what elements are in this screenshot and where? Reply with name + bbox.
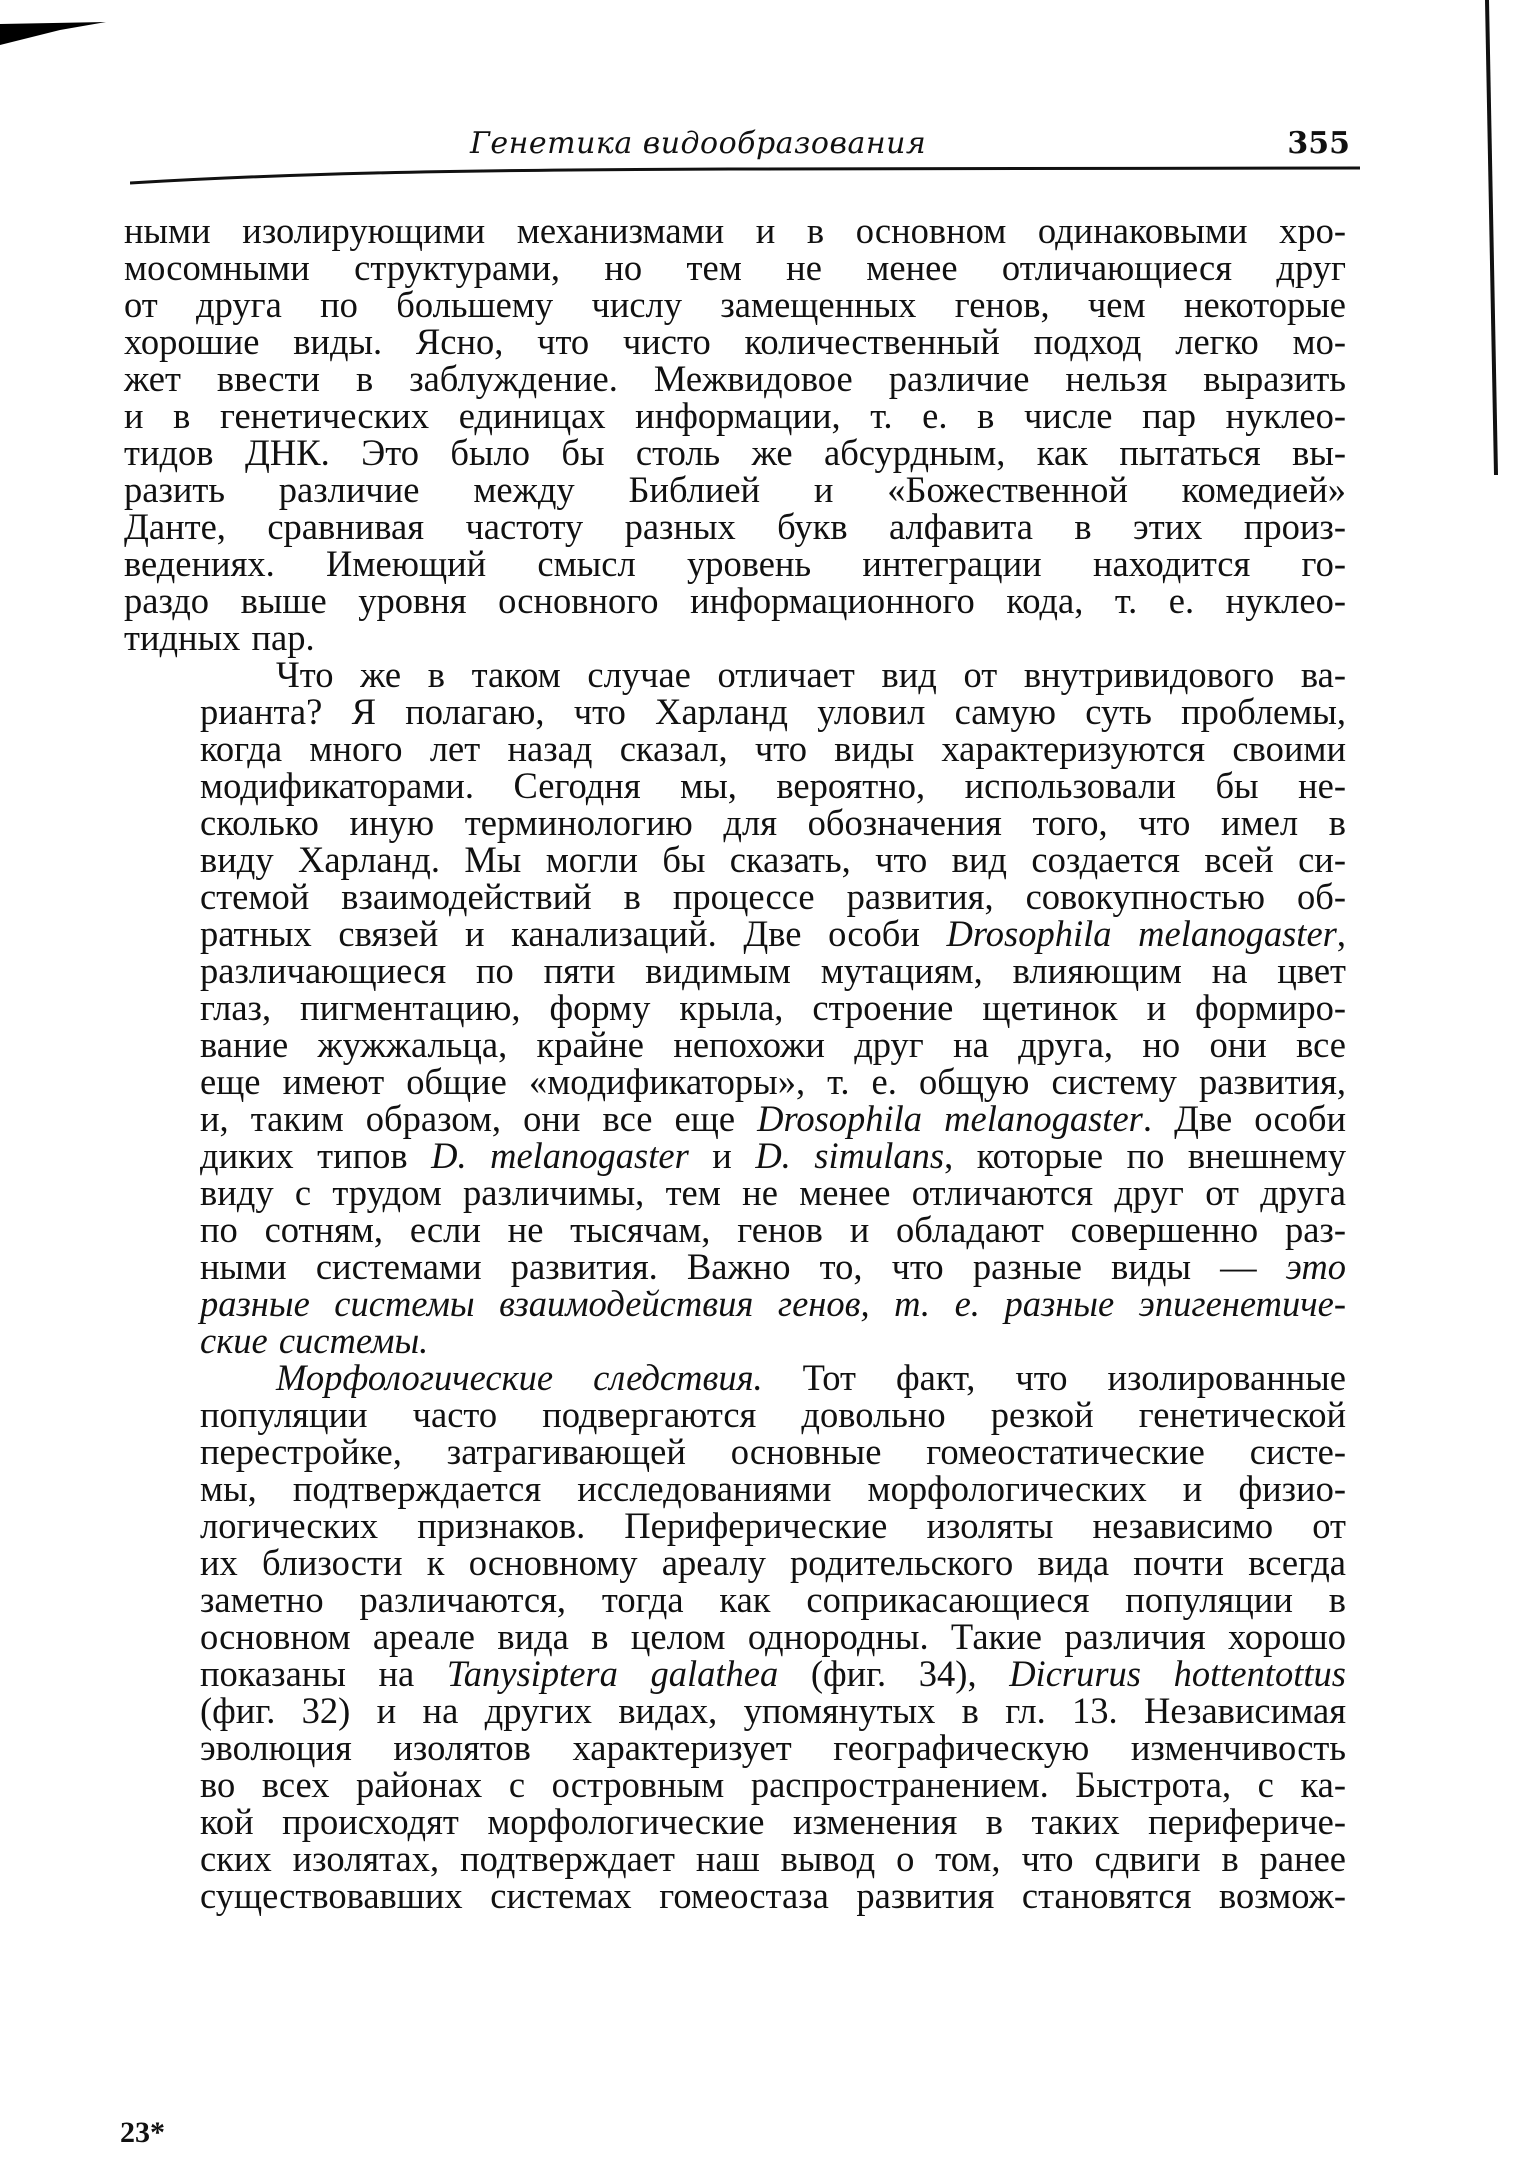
text-line [124,619,1346,656]
text-line [124,878,1346,915]
paragraph [124,1359,1346,1914]
italic-run: ские системы. [200,1320,429,1361]
text-line [124,212,1346,249]
italic-run: D. melanogaster [431,1135,689,1176]
page-number: 355 [1287,126,1350,161]
text-run: мы, подтверждается исследованиями морфологических и физио- [200,1468,1346,1509]
text-run: (фиг. 32) и на других видах, упомянутых в гл. 13. Независимая [200,1690,1346,1731]
text-line [124,1433,1346,1470]
text-line [124,1507,1346,1544]
text-run: сколько иную терминологию для обозначения того, что имел в [200,802,1346,843]
text-line [124,767,1346,804]
text-line [124,434,1346,471]
text-run: когда много лет назад сказал, что виды характеризуются своими [200,728,1346,769]
text-run: от друга по большему числу замещенных генов, чем некоторые [124,284,1346,325]
text-line [124,1285,1346,1322]
text-line [124,952,1346,989]
text-line [124,286,1346,323]
text-run: , [1336,913,1346,954]
text-run: существовавших системах гомеостаза развития становятся возмож- [200,1875,1346,1916]
italic-run: Морфологические следствия. [276,1357,763,1398]
text-run: ными системами развития. Важно то, что разные виды — [200,1246,1286,1287]
header-rule [130,166,1360,196]
signature-mark: 23* [120,2116,165,2149]
text-line [124,693,1346,730]
text-run: перестройке, затрагивающей основные гомеостатические систе- [200,1431,1346,1472]
text-run: их близости к основному ареалу родительского вида почти всегда [200,1542,1346,1583]
text-run: тидных пар. [124,617,315,658]
text-run: логических признаков. Периферические изоляты независимо от [200,1505,1346,1546]
text-run: хорошие виды. Ясно, что чисто количественный подход легко мо- [124,321,1346,362]
text-run: Что же в таком случае отличает вид от внутривидового ва- [276,654,1346,695]
text-run: модификаторами. Сегодня мы, вероятно, использовали бы не- [200,765,1346,806]
text-run: ными изолирующими механизмами и в основном одинаковыми хро- [124,210,1346,251]
text-run: и [688,1135,756,1176]
text-run: Тот факт, что изолированные [762,1357,1347,1398]
text-line [124,989,1346,1026]
text-run: эволюция изолятов характеризует географическую изменчивость [200,1727,1346,1768]
text-line [124,1026,1346,1063]
text-line [124,249,1346,286]
text-line [124,1137,1346,1174]
text-run: диких типов [200,1135,432,1176]
text-run: заметно различаются, тогда как соприкасающиеся популяции в [200,1579,1346,1620]
text-line [124,360,1346,397]
text-line [124,508,1346,545]
text-run: основном ареале вида в целом однородны. Такие различия хорошо [200,1616,1346,1657]
text-run: во всех районах с островным распространением. Быстрота, с ка- [200,1764,1346,1805]
text-line [124,1396,1346,1433]
text-run: виду Харланд. Мы могли бы сказать, что вид создается всей си- [200,839,1346,880]
text-line [124,1655,1346,1692]
text-run: мосомными структурами, но тем не менее отличающиеся друг [124,247,1346,288]
text-run: и, таким образом, они все еще [200,1098,758,1139]
text-run: . Две особи [1142,1098,1346,1139]
text-run: популяции часто подвергаются довольно резкой генетической [200,1394,1346,1435]
paragraph [124,656,1346,1359]
running-title: Генетика видообразования [470,126,927,161]
text-run: разить различие между Библией и «Божественной комедией» [124,469,1346,510]
text-line [124,1729,1346,1766]
text-line [124,1100,1346,1137]
text-run: рианта? Я полагаю, что Харланд уловил самую суть проблемы, [200,691,1346,732]
italic-run: D. simulans [755,1135,945,1176]
text-run: и в генетических единицах информации, т. е. в числе пар нуклео- [124,395,1346,436]
text-line [124,1063,1346,1100]
text-line [124,1692,1346,1729]
text-line [124,1618,1346,1655]
text-run: ских изолятах, подтверждает наш вывод о том, что сдвиги в ранее [200,1838,1346,1879]
text-run: показаны на [200,1653,447,1694]
italic-run: это [1285,1246,1346,1287]
page-edge-line [1484,0,1500,480]
text-run: тидов ДНК. Это было бы столь же абсурдным, как пытаться вы- [124,432,1346,473]
text-line [124,1359,1346,1396]
text-line [124,915,1346,952]
text-run: по сотням, если не тысячам, генов и обладают совершенно раз- [200,1209,1346,1250]
text-run: раздо выше уровня основного информационного кода, т. е. нуклео- [124,580,1346,621]
italic-run: разные системы взаимодействия генов, т. е. разные эпигенетиче- [200,1283,1346,1324]
text-line [124,1581,1346,1618]
text-line [124,1544,1346,1581]
text-line [124,1211,1346,1248]
text-line [124,1840,1346,1877]
text-line [124,323,1346,360]
italic-run: Drosophila melanogaster [946,913,1337,954]
text-run: вание жужжальца, крайне непохожи друг на друга, но они все [200,1024,1346,1065]
running-head [180,126,1350,166]
text-line [124,1470,1346,1507]
text-line [124,841,1346,878]
text-line [124,397,1346,434]
text-line [124,1248,1346,1285]
text-run: Данте, сравнивая частоту разных букв алфавита в этих произ- [124,506,1346,547]
text-line [124,730,1346,767]
text-line [124,471,1346,508]
text-line [124,582,1346,619]
scan-edge-shadow [0,0,110,48]
text-line [124,545,1346,582]
paragraph [124,212,1346,656]
text-line [124,1322,1346,1359]
text-run: кой происходят морфологические изменения в таких перифериче- [200,1801,1346,1842]
text-line [124,1174,1346,1211]
text-run: (фиг. 34), [778,1653,1010,1694]
body-text [124,212,1346,1914]
italic-run: Drosophila melanogaster [757,1098,1143,1139]
text-run: виду с трудом различимы, тем не менее отличаются друг от друга [200,1172,1346,1213]
text-line [124,804,1346,841]
text-line [124,1803,1346,1840]
text-run: стемой взаимодействий в процессе развития, совокупностью об- [200,876,1346,917]
text-run: ратных связей и канализаций. Две особи [200,913,947,954]
text-line [124,1766,1346,1803]
italic-run: Dicrurus hottentottus [1009,1653,1346,1694]
text-line [124,1877,1346,1914]
italic-run: Tanysiptera galathea [446,1653,779,1694]
text-run: различающиеся по пяти видимым мутациям, влияющим на цвет [200,950,1346,991]
text-run: жет ввести в заблуждение. Межвидовое различие нельзя выразить [124,358,1346,399]
text-line [124,656,1346,693]
text-run: ведениях. Имеющий смысл уровень интеграции находится го- [124,543,1346,584]
text-run: , которые по внешнему [944,1135,1346,1176]
text-run: еще имеют общие «модификаторы», т. е. общую систему развития, [200,1061,1346,1102]
text-run: глаз, пигментацию, форму крыла, строение щетинок и формиро- [200,987,1346,1028]
